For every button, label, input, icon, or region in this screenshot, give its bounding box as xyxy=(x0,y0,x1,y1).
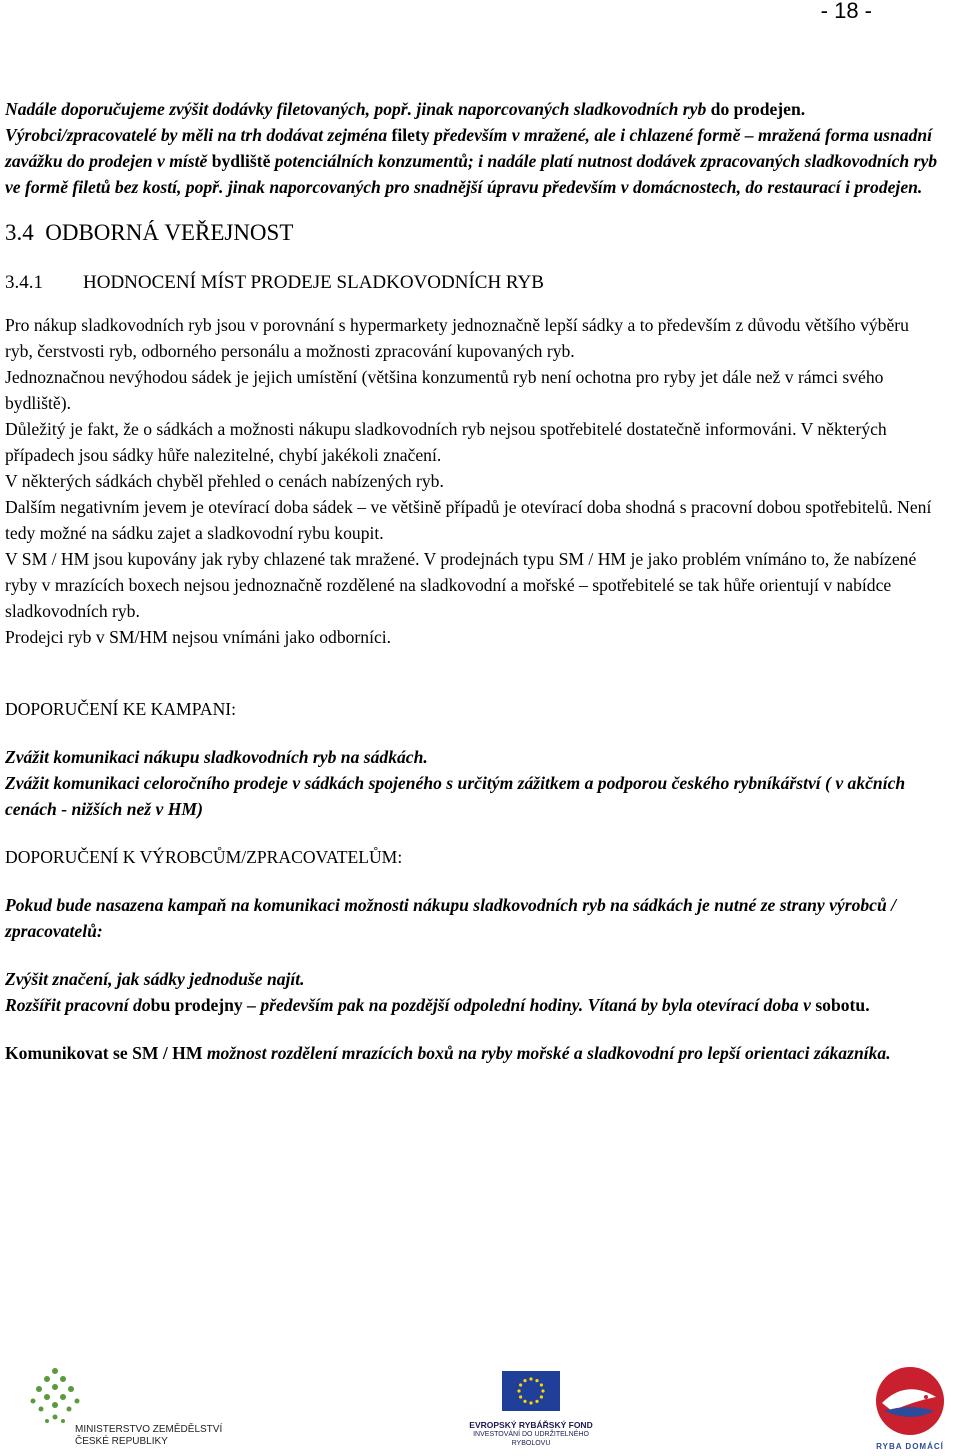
intro-part-b: filety xyxy=(387,125,435,145)
subsection-number: 3.4.1 xyxy=(5,272,43,293)
findings xyxy=(5,312,940,650)
finding-paragraph: Důležitý je fakt, že o sádkách a možnosti nákupu sladkovodních ryb nejsou spotřebitelé dostatečně informováni. V některých případech jsou sádky hůře nalezitelné, chybí jakékoli značení. xyxy=(5,419,887,465)
ministry-line2: ČESKÉ REPUBLIKY xyxy=(75,1436,168,1447)
intro-part-d: bydliště xyxy=(211,151,271,171)
ministry-logo xyxy=(25,1361,225,1451)
page-number: - 18 - xyxy=(820,0,872,23)
finding-paragraph: Prodejci ryb v SM/HM nejsou vnímáni jako odborníci. xyxy=(5,627,392,647)
producers-item xyxy=(5,992,940,1018)
producers-item2-c: – především pak na pozdější odpolední hodiny. Vítaná by byla otevírací doba v xyxy=(242,995,816,1015)
intro-paragraph xyxy=(5,122,940,200)
producers-item3-b: možnost rozdělení mrazících boxů na ryby mořské a sladkovodní pro lepší orientaci zákazníka. xyxy=(202,1043,891,1063)
fish-logo-icon xyxy=(862,1367,958,1437)
producers-item: Zvýšit značení, jak sádky jednoduše najít. xyxy=(5,969,305,989)
eff-line3: RYBOLOVU xyxy=(511,1440,551,1447)
subsection-title: HODNOCENÍ MÍST PRODEJE SLADKOVODNÍCH RYB xyxy=(83,272,544,293)
finding-paragraph: Pro nákup sladkovodních ryb jsou v porovnání s hypermarkety jednoznačně lepší sádky a to především z důvodu většího výběru ryb, čerstvosti ryb, odborného personálu a možnosti zpracování kupovaných ryb. xyxy=(5,315,909,361)
eu-flag-icon xyxy=(502,1371,560,1411)
campaign-item: Zvážit komunikaci celoročního prodeje v sádkách spojeného s určitým zážitkem a podporou českého rybníkářství ( v akčních cenách - nižších než v HM) xyxy=(5,773,906,819)
document-body xyxy=(5,96,940,1066)
eff-line1: EVROPSKÝ RYBÁŘSKÝ FOND xyxy=(469,1420,593,1430)
ministry-name xyxy=(75,1424,222,1448)
producers-list xyxy=(5,966,940,1018)
intro-lead-bold: do prodejen. xyxy=(706,99,806,119)
producers-item xyxy=(5,1040,940,1066)
footer-logos xyxy=(0,1355,960,1451)
intro-part-c: především v mražené, ale i chlazené formě – mražená forma usnadní zavážku do prodejen v místě xyxy=(5,125,933,171)
campaign-heading: DOPORUČENÍ KE KAMPANI: xyxy=(5,699,237,719)
ryba-domaci-logo xyxy=(862,1367,958,1451)
ministry-line1: MINISTERSTVO ZEMĚDĚLSTVÍ xyxy=(75,1424,223,1435)
finding-paragraph: Jednoznačnou nevýhodou sádek je jejich umístění (většina konzumentů ryb není ochotna pro ryby jet dále než v rámci svého bydliště). xyxy=(5,367,884,413)
subsection-heading xyxy=(5,270,940,296)
producers-heading: DOPORUČENÍ K VÝROBCŮM/ZPRACOVATELŮM: xyxy=(5,847,403,867)
section-number: 3.4 xyxy=(5,220,34,245)
intro-part-a: Výrobci/zpracovatelé by měli na trh dodávat zejména xyxy=(5,125,388,145)
ryba-domaci-text: RYBA DOMÁCÍ xyxy=(876,1442,944,1451)
finding-paragraph: V některých sádkách chyběl přehled o cenách nabízených ryb. xyxy=(5,471,444,491)
finding-paragraph: V SM / HM jsou kupovány jak ryby chlazené tak mražené. V prodejnách typu SM / HM je jako problém vnímáno to, že nabízené ryby v mrazících boxech nejsou jednoznačně rozdělené na sladkovodní a mořské – spotřebitelé se tak hůře orientují v nabídce sladkovodních ryb. xyxy=(5,549,917,621)
producers-item2-a: Rozšířit pracovní do xyxy=(5,995,151,1015)
producers-item2-d: sobotu. xyxy=(815,995,870,1015)
finding-paragraph: Dalším negativním jevem je otevírací doba sádek – ve většině případů je otevírací doba shodná s pracovní dobou spotřebitelů. Není tedy možné na sádku zajet a sladkovodní rybu koupit. xyxy=(5,497,932,543)
eff-logo xyxy=(452,1371,610,1451)
campaign-item: Zvážit komunikaci nákupu sladkovodních ryb na sádkách. xyxy=(5,747,428,767)
producers-item2-b: bu prodejny xyxy=(150,995,243,1015)
producers-intro: Pokud bude nasazena kampaň na komunikaci možnosti nákupu sladkovodních ryb na sádkách je nutné ze strany výrobců / zpracovatelů: xyxy=(5,895,897,941)
producers-item3-a: Komunikovat se SM / HM xyxy=(5,1043,203,1063)
campaign-list xyxy=(5,744,940,822)
eff-line2: INVESTOVÁNÍ DO UDRŽITELNÉHO xyxy=(473,1431,589,1438)
intro-lead-italic: Nadále doporučujeme zvýšit dodávky filetovaných, popř. jinak naporcovaných sladkovodních ryb xyxy=(5,99,707,119)
section-heading xyxy=(5,220,940,246)
intro-part-e: potenciálních konzumentů; i nadále platí nutnost dodávek zpracovaných sladkovodních ryb ve formě filetů bez kostí, popř. jinak naporcovaných pro snadnější úpravu především v domácnostech, do restaurací i prodejen. xyxy=(5,151,938,197)
section-title: ODBORNÁ VEŘEJNOST xyxy=(45,220,294,245)
intro-lead xyxy=(5,96,940,122)
